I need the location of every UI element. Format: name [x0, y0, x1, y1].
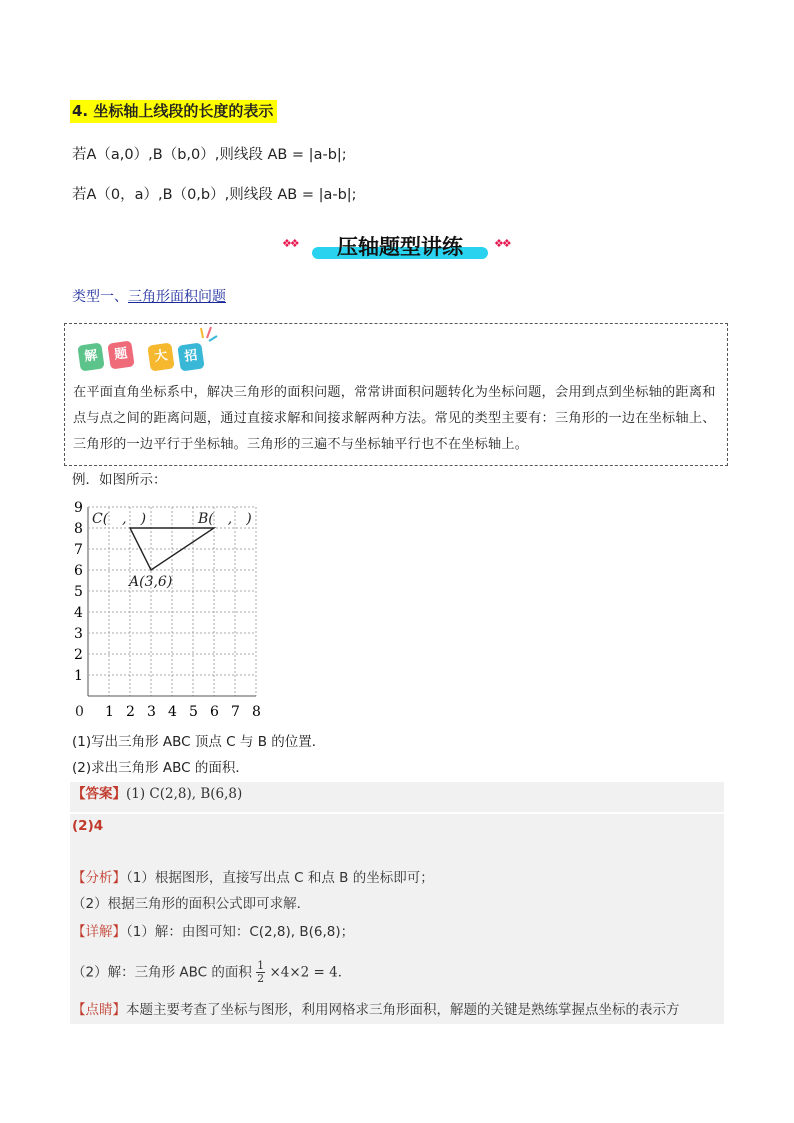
detail-text-2a: （2）解：三角形 ABC 的面积 [72, 964, 257, 981]
x-tick-label: 3 [147, 704, 156, 720]
analysis-text-1: （1）根据图形，直接写出点 C 和点 B 的坐标即可； [126, 870, 434, 886]
label-a: A(3,6) [129, 574, 173, 590]
answer-label: 【答案】 [72, 786, 126, 802]
section-heading: 4. 坐标轴上线段的长度的表示 [70, 100, 277, 123]
banner-pill [312, 231, 488, 261]
y-tick-label: 3 [74, 626, 83, 642]
x-tick-label: 2 [126, 704, 135, 720]
type-topic: 三角形面积问题 [128, 289, 226, 305]
x-tick-label: 4 [168, 704, 177, 720]
formula-line-2: 若A（0，a）,B（0,b）,则线段 AB = |a-b|; [72, 187, 357, 203]
detail-text-1: （1）解：由图可知：C(2,8), B(6,8)； [126, 924, 355, 940]
grid-lines [88, 507, 256, 696]
diamond-deco-right: ❖❖ [494, 237, 510, 250]
badge-char-1: 解 [77, 342, 104, 371]
detail-line-1 [72, 920, 354, 940]
origin-label: 0 [75, 704, 84, 720]
label-b: B( , ) [198, 511, 252, 527]
type-heading [72, 286, 226, 306]
detail-label: 【详解】 [72, 924, 126, 940]
analysis-label: 【分析】 [72, 870, 126, 886]
y-tick-label: 1 [74, 668, 83, 684]
fraction-denominator: 2 [257, 972, 265, 985]
formula-line-1: 若A（a,0）,B（b,0）,则线段 AB = |a-b|; [72, 147, 347, 163]
badge-char-2: 题 [107, 340, 134, 369]
badge-char-3: 大 [147, 342, 174, 371]
tips-box [64, 323, 728, 466]
y-tick-label: 7 [74, 542, 83, 558]
x-tick-label: 8 [252, 704, 261, 720]
comment-label: 【点睛】 [72, 1002, 126, 1018]
badge-char-4: 招 [177, 342, 204, 371]
x-tick-label: 7 [231, 704, 240, 720]
axis-tick-labels [74, 500, 261, 720]
fraction-numerator: 1 [257, 959, 265, 972]
banner-title: 压轴题型讲练 [337, 235, 463, 259]
y-tick-label: 8 [74, 521, 83, 537]
question-1: (1)写出三角形 ABC 顶点 C 与 B 的位置． [72, 734, 326, 750]
banner [282, 231, 518, 263]
analysis-line-2: （2）根据三角形的面积公式即可求解． [72, 896, 311, 912]
comment-line [72, 998, 680, 1018]
detail-text-2b: ×4×2 = 4． [269, 964, 352, 981]
detail-line-2 [72, 960, 351, 990]
y-tick-label: 4 [74, 605, 83, 621]
diamond-deco-left: ❖❖ [282, 237, 298, 250]
answer-body [70, 814, 724, 1024]
analysis-line-1 [72, 866, 434, 886]
comment-text: 本题主要考查了坐标与图形，利用网格求三角形面积，解题的关键是熟练掌握点坐标的表示方 [126, 1002, 680, 1018]
y-tick-label: 2 [74, 647, 83, 663]
y-tick-label: 6 [74, 563, 83, 579]
type-prefix: 类型一、 [72, 289, 128, 305]
label-c: C( , ) [92, 511, 147, 527]
answer-row-1 [70, 782, 724, 812]
y-tick-label: 5 [74, 584, 83, 600]
answer-part-2: (2)4 [72, 818, 104, 834]
sparkle-icon [199, 324, 219, 344]
x-tick-label: 1 [105, 704, 114, 720]
x-tick-label: 6 [210, 704, 219, 720]
x-tick-label: 5 [189, 704, 198, 720]
coordinate-graph [72, 492, 272, 722]
y-tick-label: 9 [74, 500, 83, 516]
tips-text: 在平面直角坐标系中，解决三角形的面积问题，常常讲面积问题转化为坐标问题，会用到点到坐标轴的距离和点与点之间的距离问题，通过直接求解和间接求解两种方法。常见的类型主要有：三角形的一边在坐标轴上、三角形的一边平行于坐标轴。三角形的三遍不与坐标轴平行也不在坐标轴上。 [73, 385, 716, 452]
example-intro: 例．如图所示： [72, 472, 167, 488]
fraction [256, 960, 265, 985]
answer-part-1: (1) C(2,8), B(6,8) [126, 786, 243, 802]
question-2: (2)求出三角形 ABC 的面积． [72, 760, 249, 776]
